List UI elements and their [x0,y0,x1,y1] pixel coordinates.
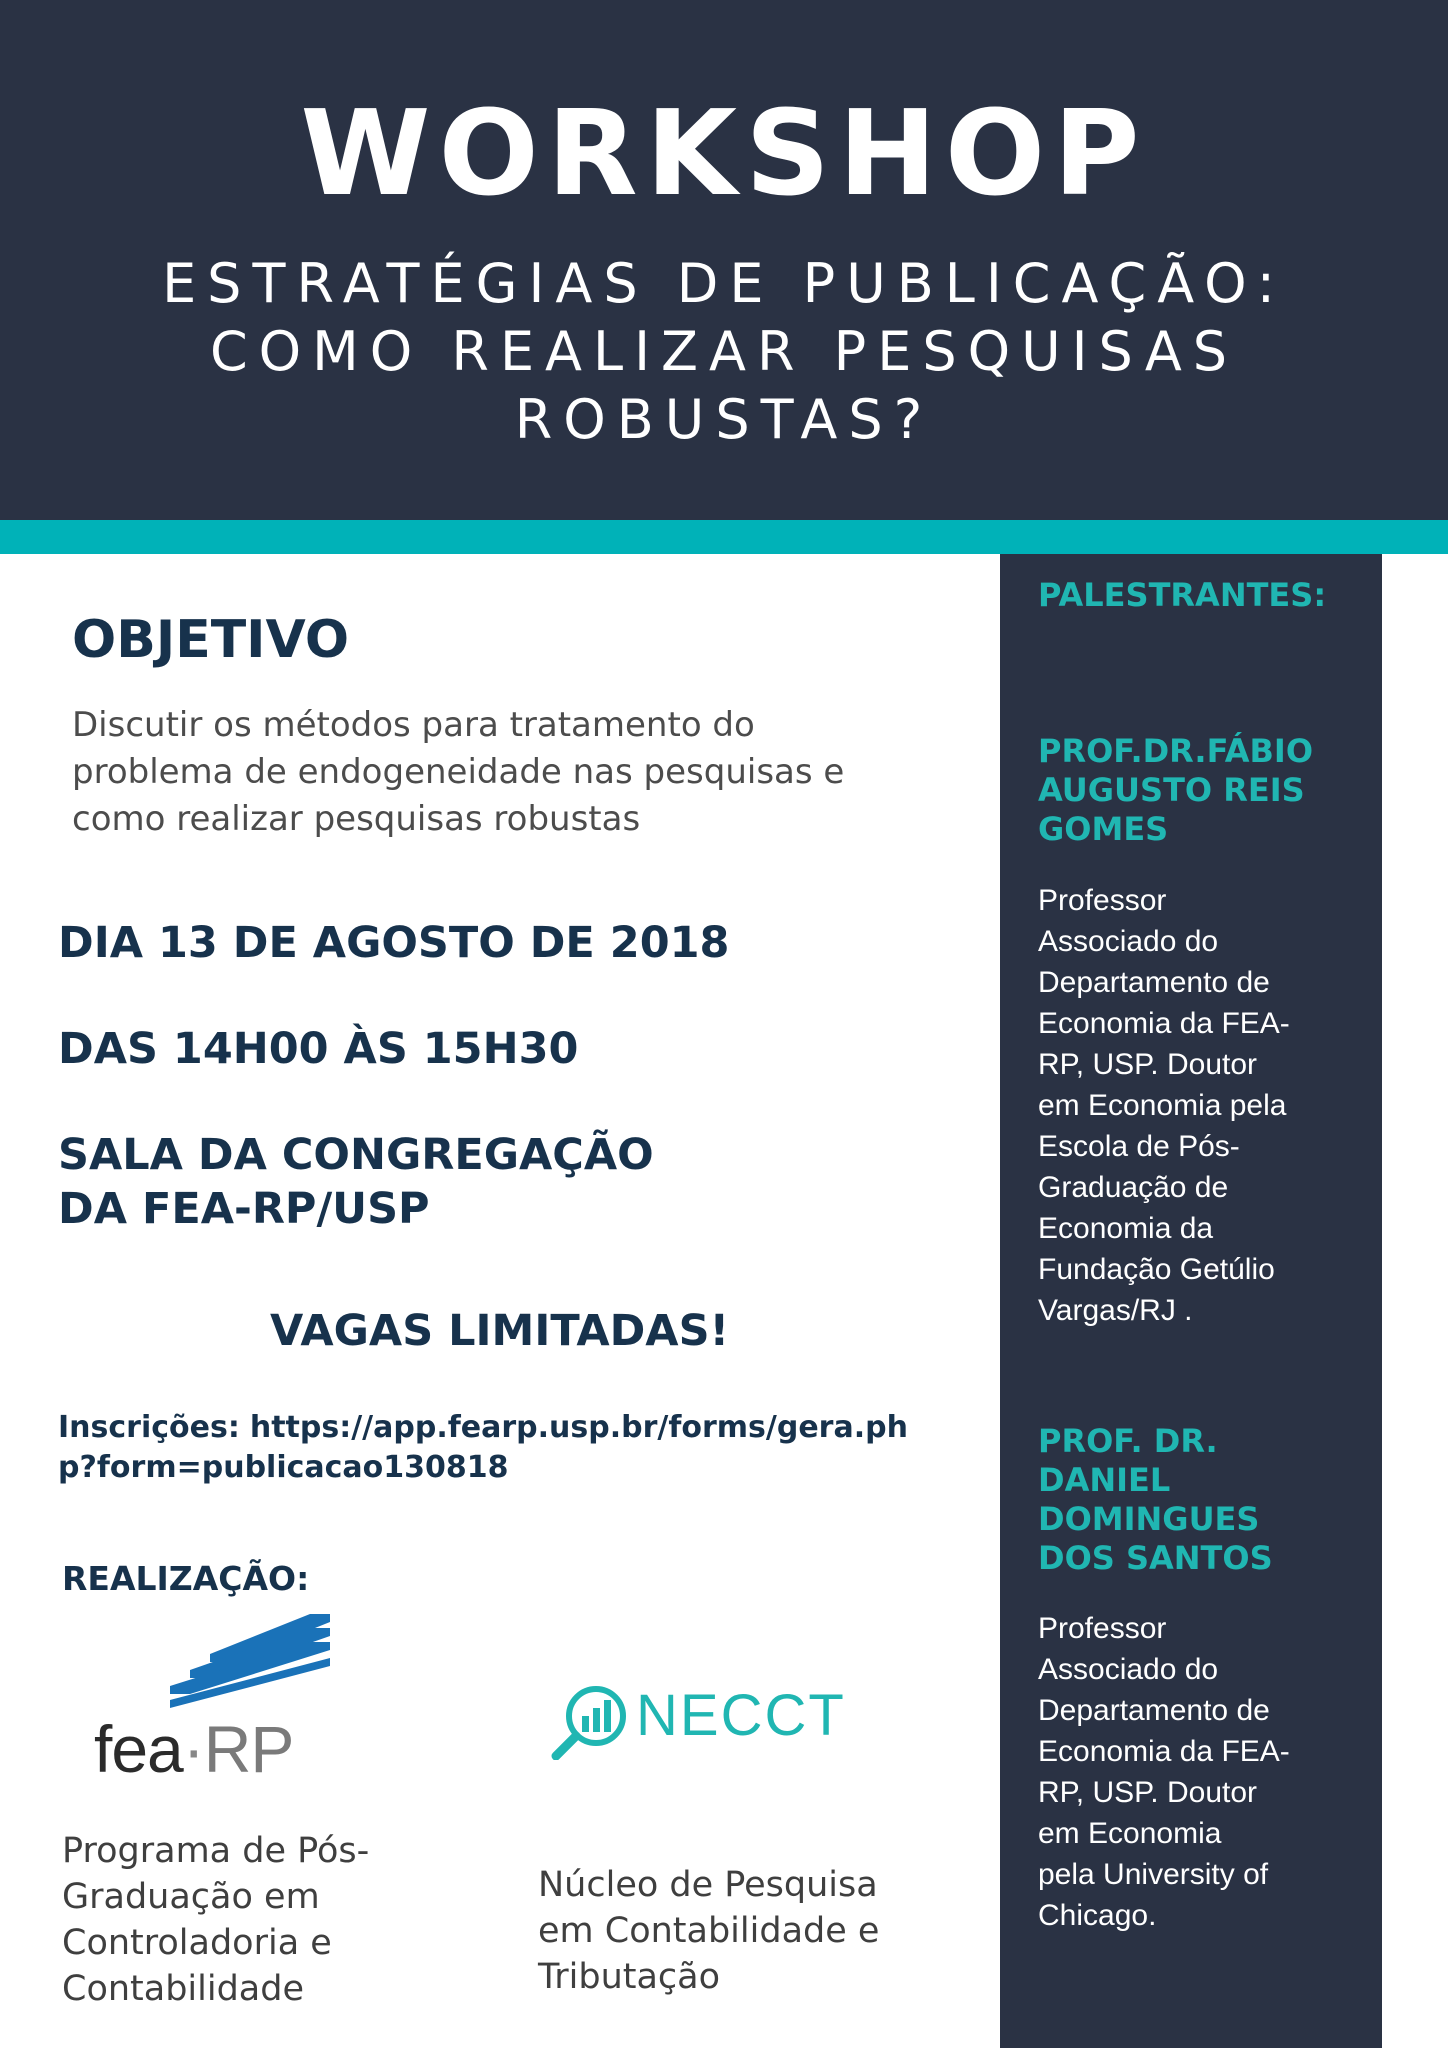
subtitle-line: ESTRATÉGIAS DE PUBLICAÇÃO: [162,252,1286,315]
venue-line: SALA DA CONGREGAÇÃO [58,1130,654,1180]
bio-line: Associado do [1038,925,1219,958]
bio-line: Professor [1038,884,1167,917]
bio-line: Graduação de [1038,1171,1229,1204]
speaker-name-line: DOMINGUES [1038,1500,1260,1538]
bio-line: Departamento de [1038,1694,1270,1727]
speaker-name [1038,732,1368,849]
speaker-name-line: PROF.DR.FÁBIO [1038,732,1314,770]
teal-divider [0,520,1448,554]
bio-line: Professor [1038,1612,1167,1645]
venue-line: DA FEA-RP/USP [58,1184,430,1234]
bio-line: em Economia pela [1038,1089,1287,1122]
speaker-bio [1038,880,1368,1331]
fea-word: fea [94,1712,183,1786]
objetivo-line: Discutir os métodos para tratamento do [72,705,755,745]
subtitle-line: COMO REALIZAR PESQUISAS [209,320,1239,383]
workshop-subtitle [100,250,1348,454]
speaker-name-line: GOMES [1038,810,1169,848]
vagas-limitadas: VAGAS LIMITADAS! [270,1306,730,1356]
objetivo-line: problema de endogeneidade nas pesquisas e [72,752,845,792]
bio-line: RP, USP. Doutor [1038,1048,1258,1081]
fea-stripes-icon [170,1614,330,1712]
inscricoes-label: Inscrições: [58,1410,240,1445]
inscricoes-link[interactable]: https://app.fearp.usp.br/forms/gera.php?form=publicacao130818 [58,1410,908,1485]
event-time: DAS 14H00 ÀS 15H30 [58,1024,579,1074]
necct-logo [548,1680,858,1760]
event-venue [58,1128,654,1236]
necct-wordmark: NECCT [636,1683,846,1748]
header-banner [0,0,1448,520]
realizacao-heading: REALIZAÇÃO: [62,1559,310,1598]
objetivo-line: como realizar pesquisas robustas [72,799,641,839]
bio-line: pela University of [1038,1858,1269,1891]
fea-caption-line: Graduação em [62,1877,320,1917]
bio-line: Associado do [1038,1653,1219,1686]
objetivo-heading: OBJETIVO [72,610,350,670]
bio-line: Economia da FEA- [1038,1735,1290,1768]
fea-dot: · [182,1712,204,1786]
speaker-name-line: PROF. DR. [1038,1422,1218,1460]
fea-rp-logo [94,1614,334,1784]
inscricoes [58,1408,938,1488]
necct-caption-line: em Contabilidade e [538,1911,880,1951]
speaker-name-line: AUGUSTO REIS [1038,771,1305,809]
bio-line: Fundação Getúlio [1038,1253,1275,1286]
bio-line: RP, USP. Doutor [1038,1776,1258,1809]
fea-caption-line: Contabilidade [62,1969,305,2009]
bio-line: Economia da FEA- [1038,1007,1290,1040]
bio-line: em Economia [1038,1817,1222,1850]
bio-line: Escola de Pós- [1038,1130,1240,1163]
speaker-name [1038,1422,1368,1578]
objetivo-text [72,702,952,843]
necct-caption [538,1862,879,2000]
necct-caption-line: Tributação [538,1957,721,1997]
subtitle-line: ROBUSTAS? [514,388,934,451]
bio-line: Chicago. [1038,1899,1157,1932]
workshop-title: WORKSHOP [300,84,1148,222]
necct-caption-line: Núcleo de Pesquisa [538,1865,878,1905]
fea-caption [62,1828,369,2012]
bio-line: Vargas/RJ . [1038,1294,1193,1327]
speakers-heading: PALESTRANTES: [1038,576,1327,614]
bio-line: Departamento de [1038,966,1270,999]
speaker-name-line: DANIEL [1038,1461,1171,1499]
magnifier-chart-icon [548,1680,638,1760]
bio-line: Economia da [1038,1212,1214,1245]
fea-rp-wordmark [94,1714,293,1784]
fea-caption-line: Programa de Pós- [62,1831,370,1871]
speakers-sidebar [1000,554,1382,2048]
speaker-name-line: DOS SANTOS [1038,1539,1273,1577]
fea-rp-suffix: RP [203,1712,294,1786]
event-date: DIA 13 DE AGOSTO DE 2018 [58,918,730,968]
fea-caption-line: Controladoria e [62,1923,332,1963]
speaker-bio [1038,1608,1368,1936]
